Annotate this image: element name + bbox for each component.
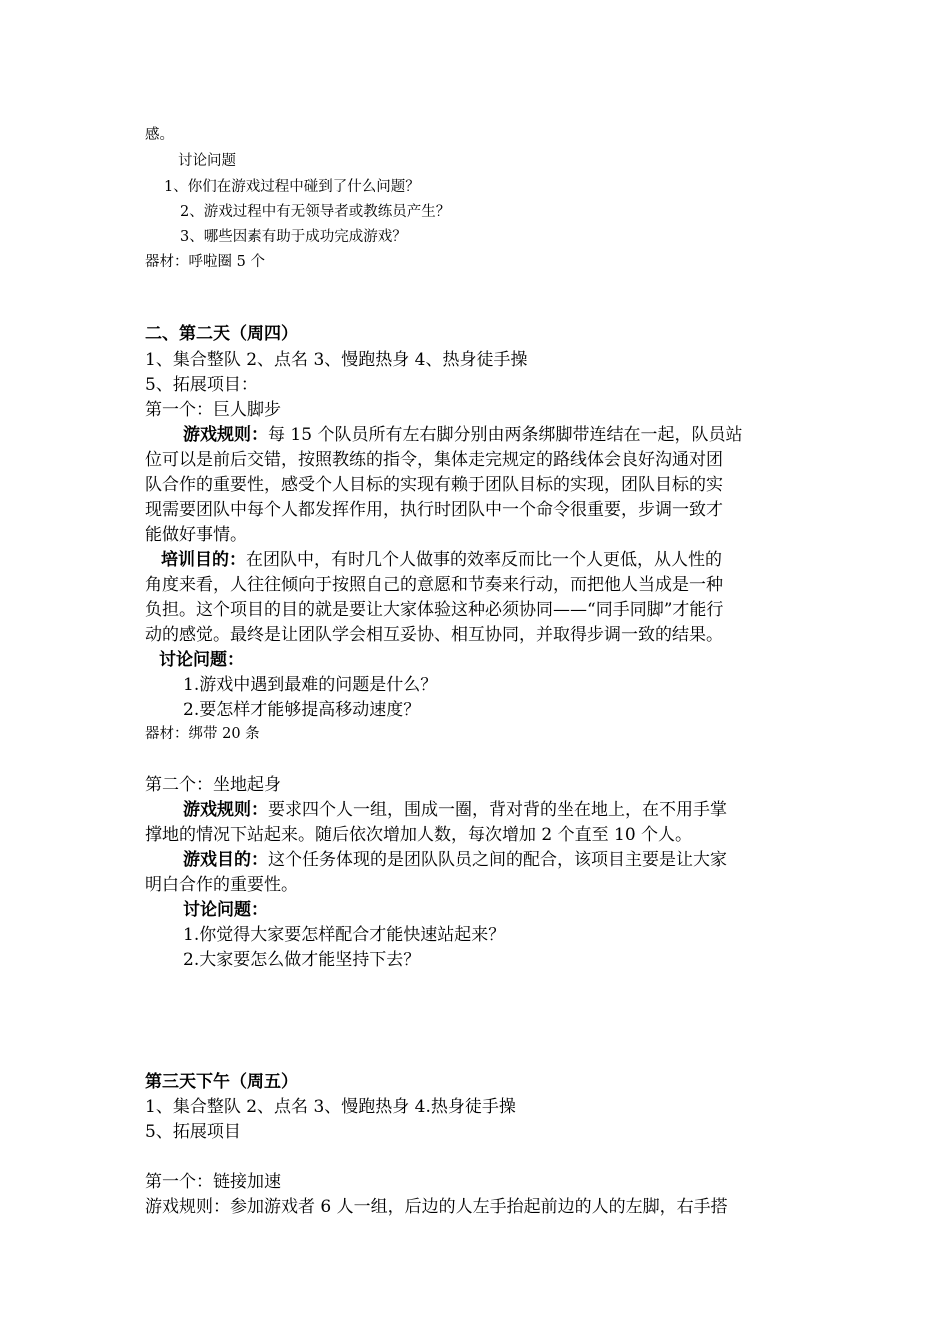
rules-paragraph-line: 现需要团队中每个人都发挥作用，执行时团队中一个命令很重要，步调一致才 — [145, 500, 723, 520]
rules-paragraph-line: 游戏规则：参加游戏者 6 人一组，后边的人左手抬起前边的人的左脚，右手搭 — [145, 1197, 728, 1217]
activity-title: 第一个：巨人脚步 — [145, 400, 281, 420]
question-item: 1.游戏中遇到最难的问题是什么？ — [183, 675, 438, 695]
rules-paragraph-line: 位可以是前后交错，按照教练的指令，集体走完规定的路线体会良好沟通对团 — [145, 450, 723, 470]
agenda-line: 1、集合整队 2、点名 3、慢跑热身 4、热身徒手操 — [145, 350, 528, 370]
goal-paragraph-line: 游戏目的：这个任务体现的是团队队员之间的配合，该项目主要是让大家 — [183, 850, 727, 870]
goal-paragraph-line: 负担。这个项目的目的就是要让大家体验这种必须协同——“同手同脚”才能行 — [145, 600, 724, 620]
question-item: 3、哪些因素有助于成功完成游戏？ — [180, 229, 407, 245]
rules-paragraph-line: 能做好事情。 — [145, 525, 247, 545]
goal-paragraph-line: 明白合作的重要性。 — [145, 875, 298, 895]
section-heading-day3: 第三天下午（周五） — [145, 1072, 298, 1092]
rules-label: 游戏规则： — [183, 425, 268, 445]
rules-paragraph-line: 游戏规则：要求四个人一组，围成一圈，背对背的坐在地上，在不用手掌 — [183, 800, 727, 820]
discussion-label: 讨论问题： — [159, 650, 244, 670]
goal-paragraph-line: 培训目的：在团队中，有时几个人做事的效率反而比一个人更低，从人性的 — [161, 550, 722, 570]
question-item: 2.要怎样才能够提高移动速度？ — [183, 700, 421, 720]
rules-paragraph-line: 队合作的重要性，感受个人目标的实现有赖于团队目标的实现，团队目标的实 — [145, 475, 723, 495]
question-item: 2.大家要怎么做才能坚持下去？ — [183, 950, 421, 970]
expand-line: 5、拓展项目： — [145, 375, 258, 395]
paragraph-tail: 感。 — [145, 127, 174, 143]
question-item: 1、你们在游戏过程中碰到了什么问题？ — [164, 179, 420, 195]
goal-paragraph-line: 角度来看，人往往倾向于按照自己的意愿和节奏来行动，而把他人当成是一种 — [145, 575, 723, 595]
equipment-line: 器材：绑带 20 条 — [145, 726, 260, 742]
activity-title: 第一个：链接加速 — [145, 1172, 281, 1192]
goal-paragraph-line: 动的感觉。最终是让团队学会相互妥协、相互协同，并取得步调一致的结果。 — [145, 625, 723, 645]
discussion-title: 讨论问题 — [178, 153, 236, 169]
goal-label: 培训目的： — [161, 550, 246, 570]
goal-label: 游戏目的： — [183, 850, 268, 870]
equipment-line: 器材：呼啦圈 5 个 — [145, 254, 265, 270]
activity-title: 第二个：坐地起身 — [145, 775, 281, 795]
section-heading-day2: 二、第二天（周四） — [145, 324, 298, 344]
rules-paragraph-line: 撑地的情况下站起来。随后依次增加人数，每次增加 2 个直至 10 个人。 — [145, 825, 693, 845]
discussion-label: 讨论问题： — [183, 900, 268, 920]
question-item: 2、游戏过程中有无领导者或教练员产生？ — [180, 204, 451, 220]
rules-label: 游戏规则： — [183, 800, 268, 820]
expand-line: 5、拓展项目 — [145, 1122, 241, 1142]
agenda-line: 1、集合整队 2、点名 3、慢跑热身 4.热身徒手操 — [145, 1097, 516, 1117]
rules-paragraph-line: 游戏规则：每 15 个队员所有左右脚分别由两条绑脚带连结在一起，队员站 — [183, 425, 743, 445]
question-item: 1.你觉得大家要怎样配合才能快速站起来？ — [183, 925, 506, 945]
